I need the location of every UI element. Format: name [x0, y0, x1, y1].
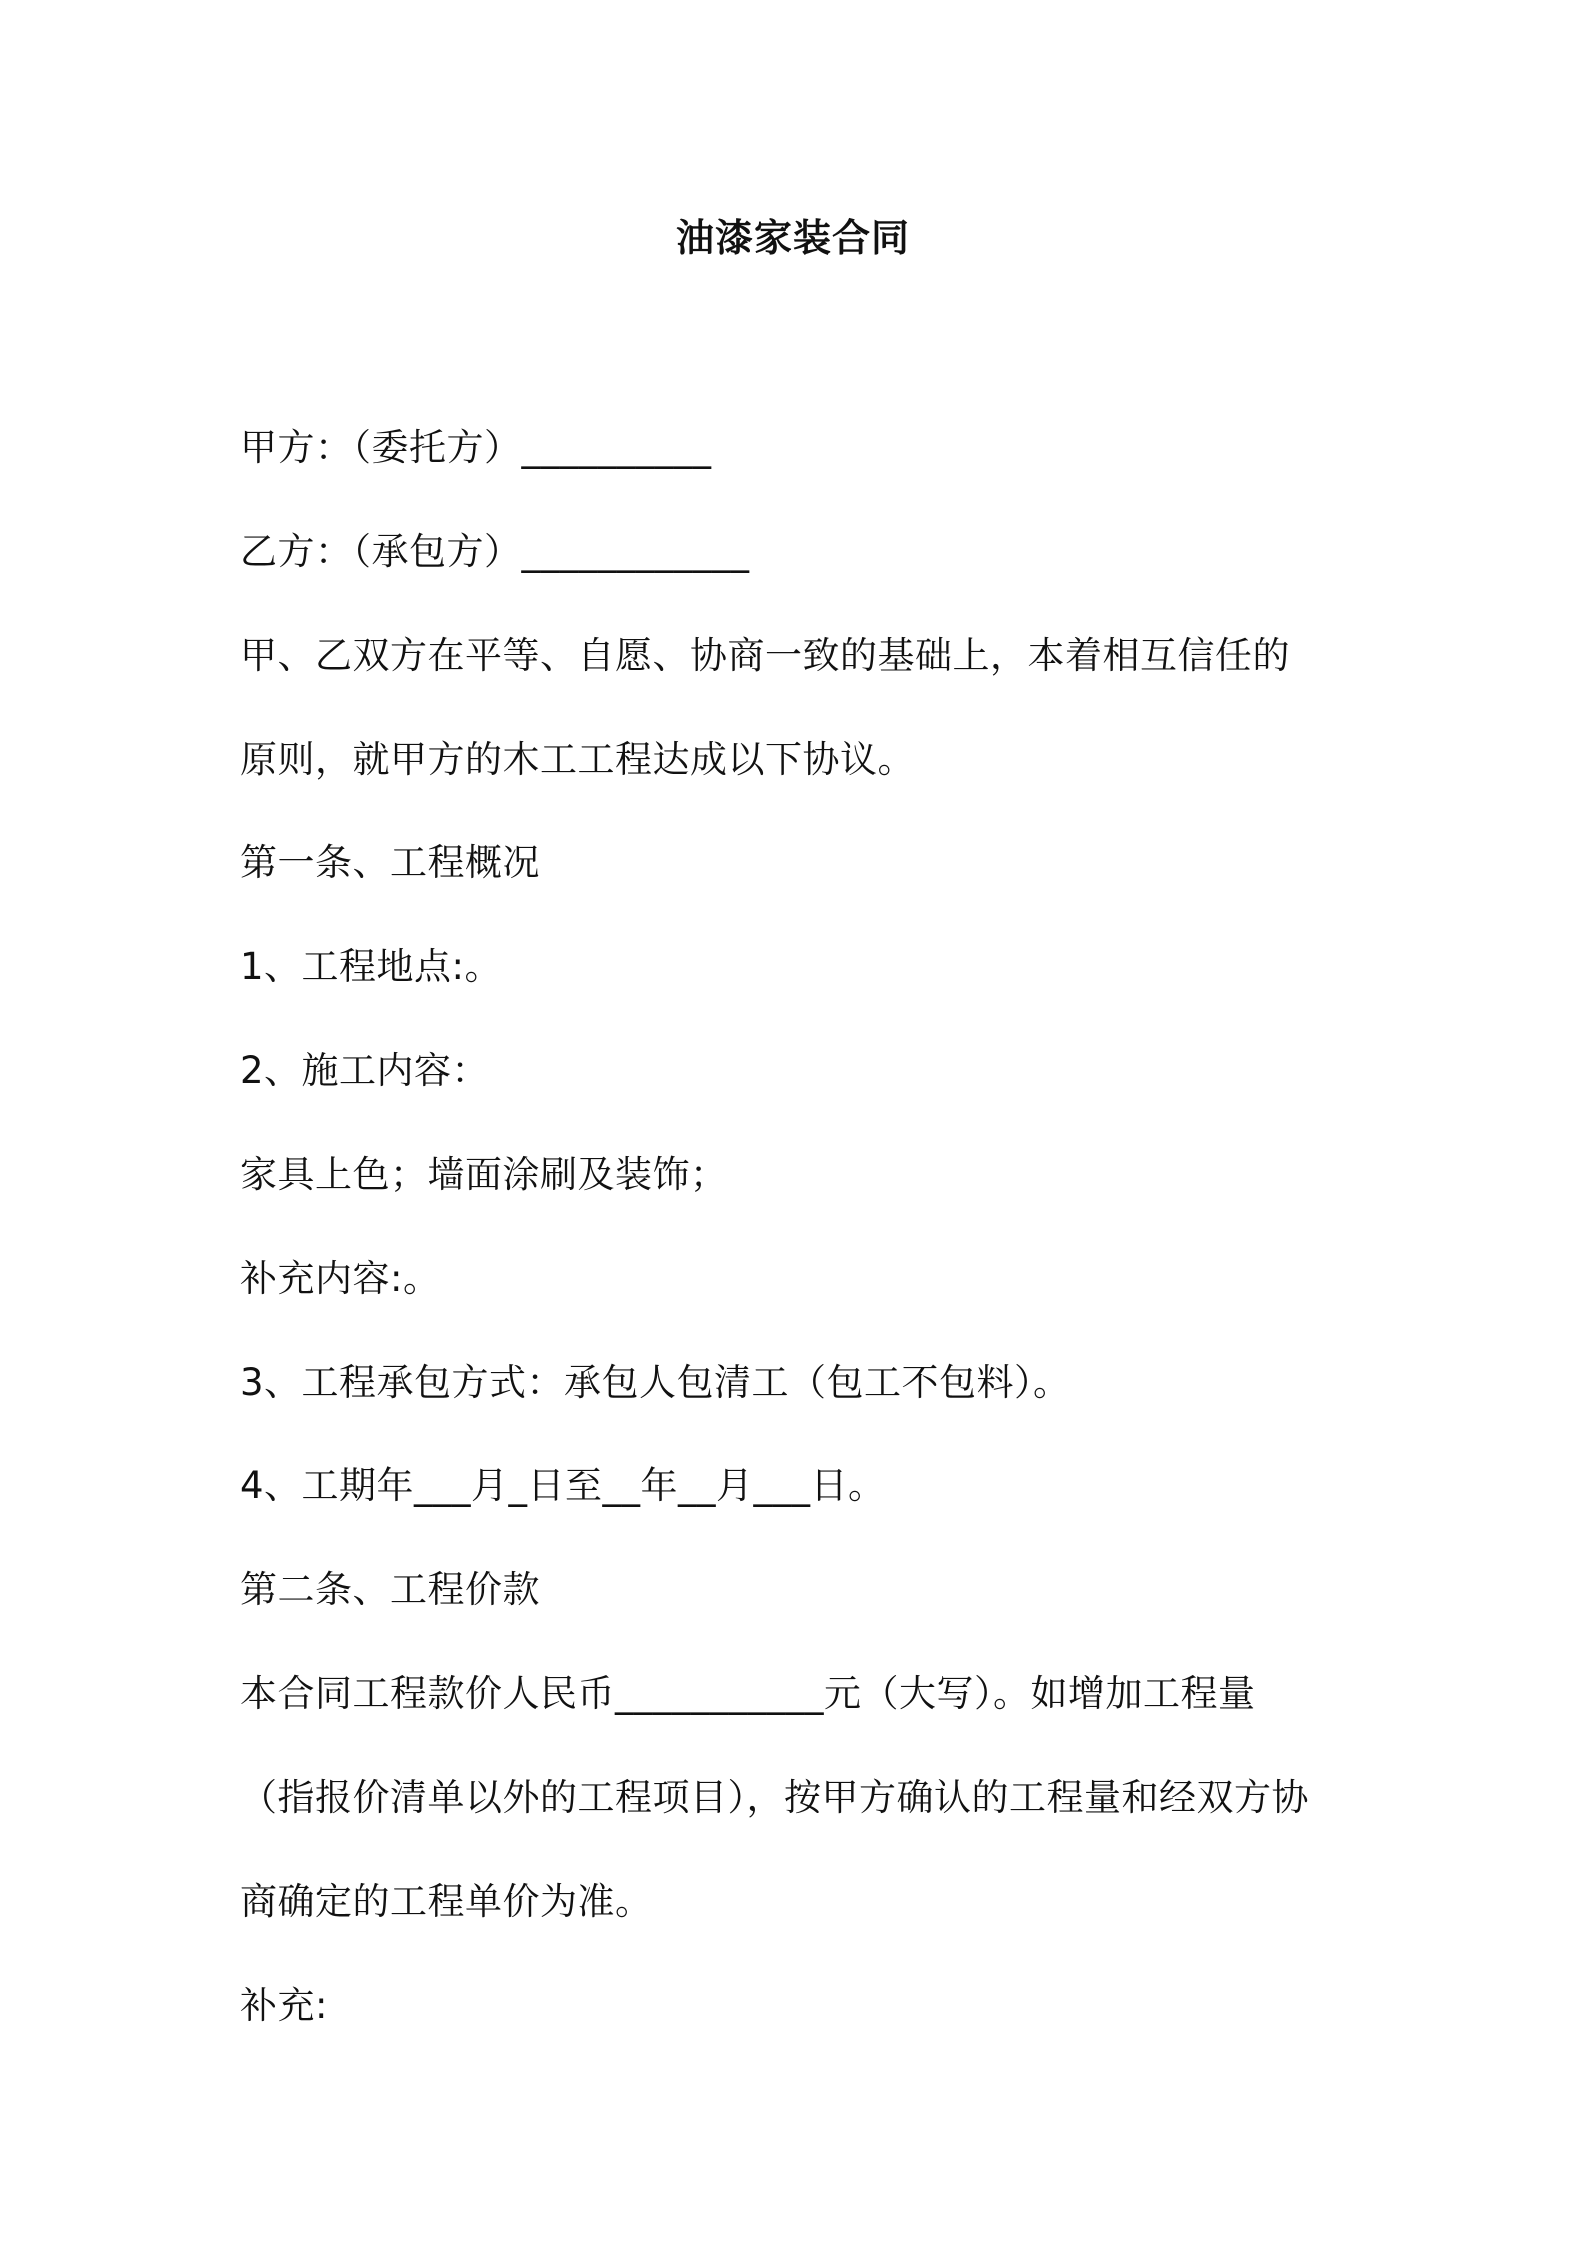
price-line-2: （指报价清单以外的工程项目），按甲方确认的工程量和经双方协 — [240, 1776, 1309, 1819]
article-2-heading: 第二条、工程价款 — [240, 1568, 540, 1611]
preamble-line-1: 甲、乙双方在平等、自愿、协商一致的基础上，本着相互信任的 — [240, 634, 1290, 677]
price-line-1: 本合同工程款价人民币___________元（大写）。如增加工程量 — [240, 1672, 1256, 1715]
supplement-line: 补充: — [240, 1984, 328, 2027]
article-1-heading: 第一条、工程概况 — [240, 841, 540, 884]
supplementary-content-line: 补充内容:。 — [240, 1257, 441, 1300]
construction-period-line: 4、工期年___月_日至__年__月___日。 — [240, 1464, 886, 1507]
price-line-3: 商确定的工程单价为准。 — [240, 1880, 653, 1923]
document-title: 油漆家装合同 — [675, 216, 910, 260]
project-location-line: 1、工程地点:。 — [240, 945, 503, 988]
party-a-line: 甲方：（委托方）__________ — [240, 426, 712, 469]
party-b-line: 乙方：（承包方）____________ — [240, 530, 750, 573]
contract-method-line: 3、工程承包方式：承包人包清工（包工不包料）。 — [240, 1361, 1071, 1404]
content-items-line: 家具上色；墙面涂刷及装饰； — [240, 1153, 728, 1196]
construction-content-line: 2、施工内容： — [240, 1049, 490, 1092]
preamble-line-2: 原则，就甲方的木工工程达成以下协议。 — [240, 738, 915, 781]
